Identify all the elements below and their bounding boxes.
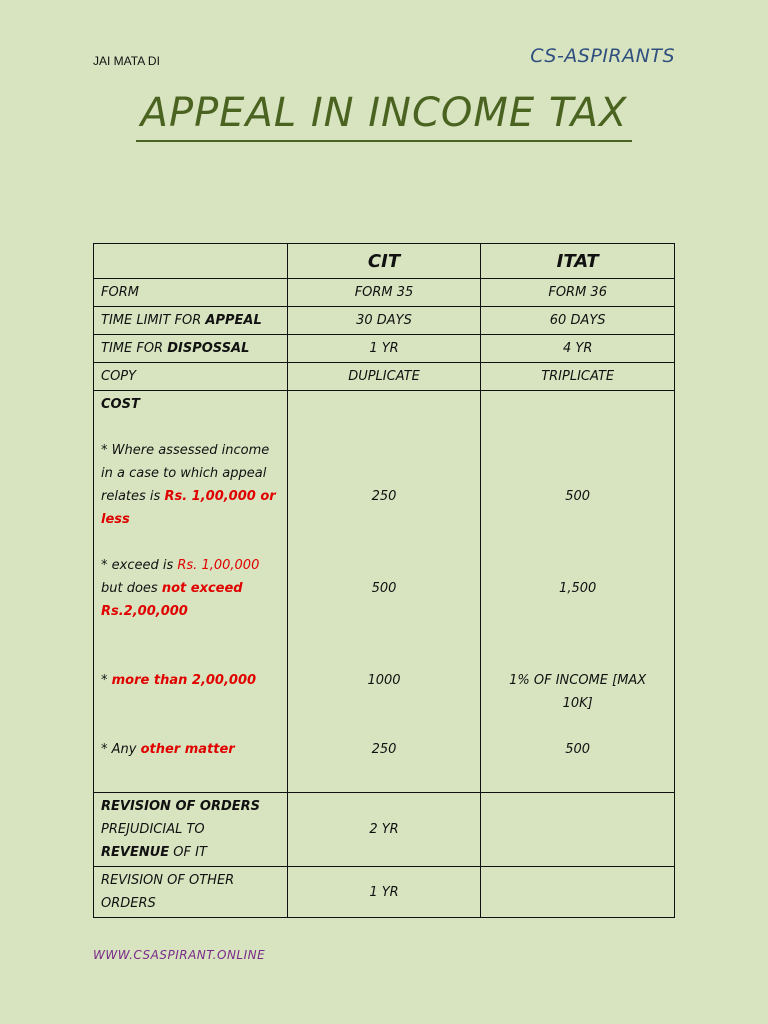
cit-value: FORM 35 bbox=[287, 279, 481, 307]
cit-value: 1 YR bbox=[287, 867, 481, 918]
row-label: COPY bbox=[94, 363, 288, 391]
header-cit: CIT bbox=[287, 244, 481, 279]
cit-value: 30 DAYS bbox=[287, 307, 481, 335]
itat-value: 10K] bbox=[562, 696, 593, 711]
cit-value: 500 bbox=[371, 581, 397, 596]
header-brand: CS-ASPIRANTS bbox=[530, 45, 675, 67]
row-label: REVISION OF OTHER ORDERS bbox=[94, 867, 288, 918]
table-row bbox=[94, 363, 675, 391]
row-label bbox=[94, 335, 288, 363]
itat-value: 60 DAYS bbox=[481, 307, 675, 335]
cost-itat-cell bbox=[481, 391, 675, 793]
itat-value: 500 bbox=[565, 489, 591, 504]
cit-value: 250 bbox=[371, 489, 397, 504]
row-label: REVISION OF ORDERS PREJUDICIAL TO REVENUE OF IT bbox=[94, 793, 288, 867]
itat-value: 4 YR bbox=[481, 335, 675, 363]
header-left-text: JAI MATA DI bbox=[93, 54, 160, 68]
itat-value: 1% OF INCOME [MAX bbox=[509, 673, 647, 688]
cit-value: 2 YR bbox=[287, 793, 481, 867]
header-itat: ITAT bbox=[481, 244, 675, 279]
itat-value bbox=[481, 867, 675, 918]
table-row bbox=[94, 793, 675, 867]
cost-label: COST bbox=[101, 397, 140, 412]
itat-value bbox=[481, 793, 675, 867]
cit-value: 1000 bbox=[367, 673, 401, 688]
title-underline bbox=[136, 140, 632, 142]
label-bold: DISPOSSAL bbox=[167, 341, 250, 356]
label-bold: APPEAL bbox=[205, 313, 262, 328]
header-empty bbox=[94, 244, 288, 279]
table-row bbox=[94, 867, 675, 918]
cost-item-2: * exceed is Rs. 1,00,000 but does not exceed Rs.2,00,000 bbox=[101, 558, 260, 619]
table-row bbox=[94, 279, 675, 307]
itat-value: FORM 36 bbox=[481, 279, 675, 307]
itat-value: TRIPLICATE bbox=[481, 363, 675, 391]
cit-value: 1 YR bbox=[287, 335, 481, 363]
table-row bbox=[94, 307, 675, 335]
row-label bbox=[94, 307, 288, 335]
table-row bbox=[94, 335, 675, 363]
itat-value: 1,500 bbox=[559, 581, 597, 596]
label-text: TIME LIMIT FOR bbox=[101, 313, 206, 328]
page-title: APPEAL IN INCOME TAX bbox=[140, 90, 628, 136]
cost-item-4: * Any other matter bbox=[101, 742, 235, 757]
cost-item-1: * Where assessed income in a case to which appeal relates is Rs. 1,00,000 or less bbox=[101, 443, 276, 527]
cost-label-cell bbox=[94, 391, 288, 793]
cost-item-3: * more than 2,00,000 bbox=[101, 673, 257, 688]
table-header-row bbox=[94, 244, 675, 279]
label-text: TIME FOR bbox=[101, 341, 168, 356]
row-label: FORM bbox=[94, 279, 288, 307]
footer-link[interactable]: WWW.CSASPIRANT.ONLINE bbox=[93, 948, 266, 962]
itat-value: 500 bbox=[565, 742, 591, 757]
cit-value: 250 bbox=[371, 742, 397, 757]
cit-value: DUPLICATE bbox=[287, 363, 481, 391]
cost-cit-cell bbox=[287, 391, 481, 793]
cost-row bbox=[94, 391, 675, 793]
appeal-table bbox=[93, 243, 675, 918]
